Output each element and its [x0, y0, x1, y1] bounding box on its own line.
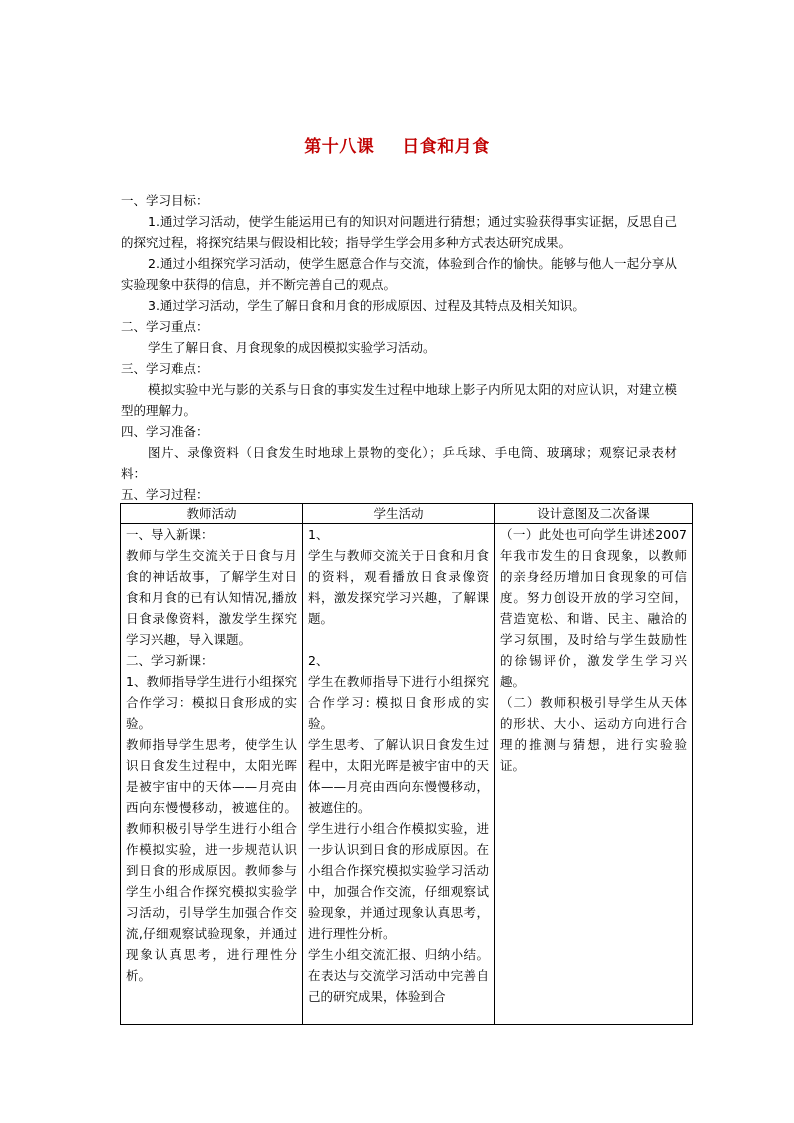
- teacher-guidance-text: 教师指导学生思考，使学生认识日食发生过程中，太阳光晖是被宇宙中的天体——月亮由西向东慢慢移动，被遮住的。教师积极引导学生进行小组合作模拟实验，进一步规范认识到日食的形成原因。教师参与学生小组合作探究模拟实验学习活动，引导学生加强合作交流,仔细观察试验现象，并通过现象认真思考，进行理性分析。: [126, 737, 297, 983]
- student-intro-text: 学生与教师交流关于日食和月食的资料，观看播放日食录像资料，激发探究学习兴趣，了解课题。: [308, 548, 489, 626]
- focus-heading: 二、学习重点：: [121, 319, 209, 334]
- design-intent-cell: [495, 524, 693, 1025]
- table-header-row: [121, 504, 693, 524]
- teacher-intro-heading: 一、导入新课：: [126, 527, 214, 542]
- focus-text: 学生了解日食、月食现象的成因模拟实验学习活动。: [148, 340, 436, 355]
- prep-heading: 四、学习准备：: [121, 424, 209, 439]
- difficulty-heading: 三、学习难点：: [121, 361, 209, 376]
- header-design-intent: 设计意图及二次备课: [495, 504, 693, 524]
- goals-heading: 一、学习目标：: [121, 193, 209, 208]
- design-note-1: （一）此处也可向学生讲述2007年我市发生的日食现象，以教师的亲身经历增加日食现象的可信度。努力创设开放的学习空间，营造宽松、和谐、民主、融洽的学习氛围，及时给与学生鼓励性的徐锡评价，激发学生学习兴趣。: [500, 527, 687, 689]
- design-note-2: （二）教师积极引导学生从天体的形状、大小、运动方向进行合理的推测与猜想，进行实验验证。: [500, 695, 687, 773]
- lesson-process-table: [120, 503, 693, 1025]
- student-activity-cell: [303, 524, 495, 1025]
- process-heading: 五、学习过程：: [121, 487, 209, 502]
- goal-3: 3.通过学习活动，学生了解日食和月食的形成原因、过程及其特点及相关知识。: [148, 298, 585, 313]
- student-step-2-label: 2、: [308, 653, 329, 668]
- student-group-study-text: 学生在教师指导下进行小组探究合作学习: 模拟日食形成的实验。: [308, 674, 489, 731]
- student-thinking-text: 学生思考、了解认识日食发生过程中，太阳光晖是被宇宙中的天体——月亮由西向东慢慢移动，被遮住的。: [308, 737, 489, 815]
- teacher-intro-text: 教师与学生交流关于日食与月食的神话故事，了解学生对日食和月食的已有认知情况,播放日食录像资料，激发学生探究学习兴趣，导入课题。: [126, 548, 297, 647]
- lesson-topic: 日食和月食: [402, 137, 490, 157]
- teacher-activity-cell: [121, 524, 303, 1025]
- student-experiment-text: 学生进行小组合作模拟实验，进一步认识到日食的形成原因。在小组合作探究模拟实验学习活动中，加强合作交流，仔细观察试验现象，并通过现象认真思考，进行理性分析。: [308, 821, 489, 941]
- page-title: [0, 132, 794, 157]
- student-report-text: 学生小组交流汇报、归纳小结。在表达与交流学习活动中完善自己的研究成果，体验到合: [308, 947, 489, 1004]
- goal-2: 2.通过小组探究学习活动，使学生愿意合作与交流，体验到合作的愉快。能够与他人一起分享从实验现象中获得的信息，并不断完善自己的观点。: [121, 256, 677, 292]
- prep-text: 图片、录像资料（日食发生时地球上景物的变化）；乒乓球、手电筒、玻璃球；观察记录表材料：: [121, 445, 677, 481]
- header-student-activity: 学生活动: [303, 504, 495, 524]
- student-step-1-label: 1、: [308, 527, 329, 542]
- teacher-new-lesson-heading: 二、学习新课：: [126, 653, 214, 668]
- goal-1: 1.通过学习活动，使学生能运用已有的知识对问题进行猜想；通过实验获得事实证据，反思自己的探究过程，将探究结果与假设相比较；指导学生学会用多种方式表达研究成果。: [121, 214, 677, 250]
- header-teacher-activity: 教师活动: [121, 504, 303, 524]
- teacher-step-1: 1、教师指导学生进行小组探究合作学习：模拟日食形成的实验。: [126, 674, 297, 731]
- difficulty-text: 模拟实验中光与影的关系与日食的事实发生过程中地球上影子内所见太阳的对应认识，对建立模型的理解力。: [121, 382, 677, 418]
- lesson-body: [121, 190, 677, 505]
- lesson-number: 第十八课: [304, 137, 375, 157]
- table-row: [121, 524, 693, 1025]
